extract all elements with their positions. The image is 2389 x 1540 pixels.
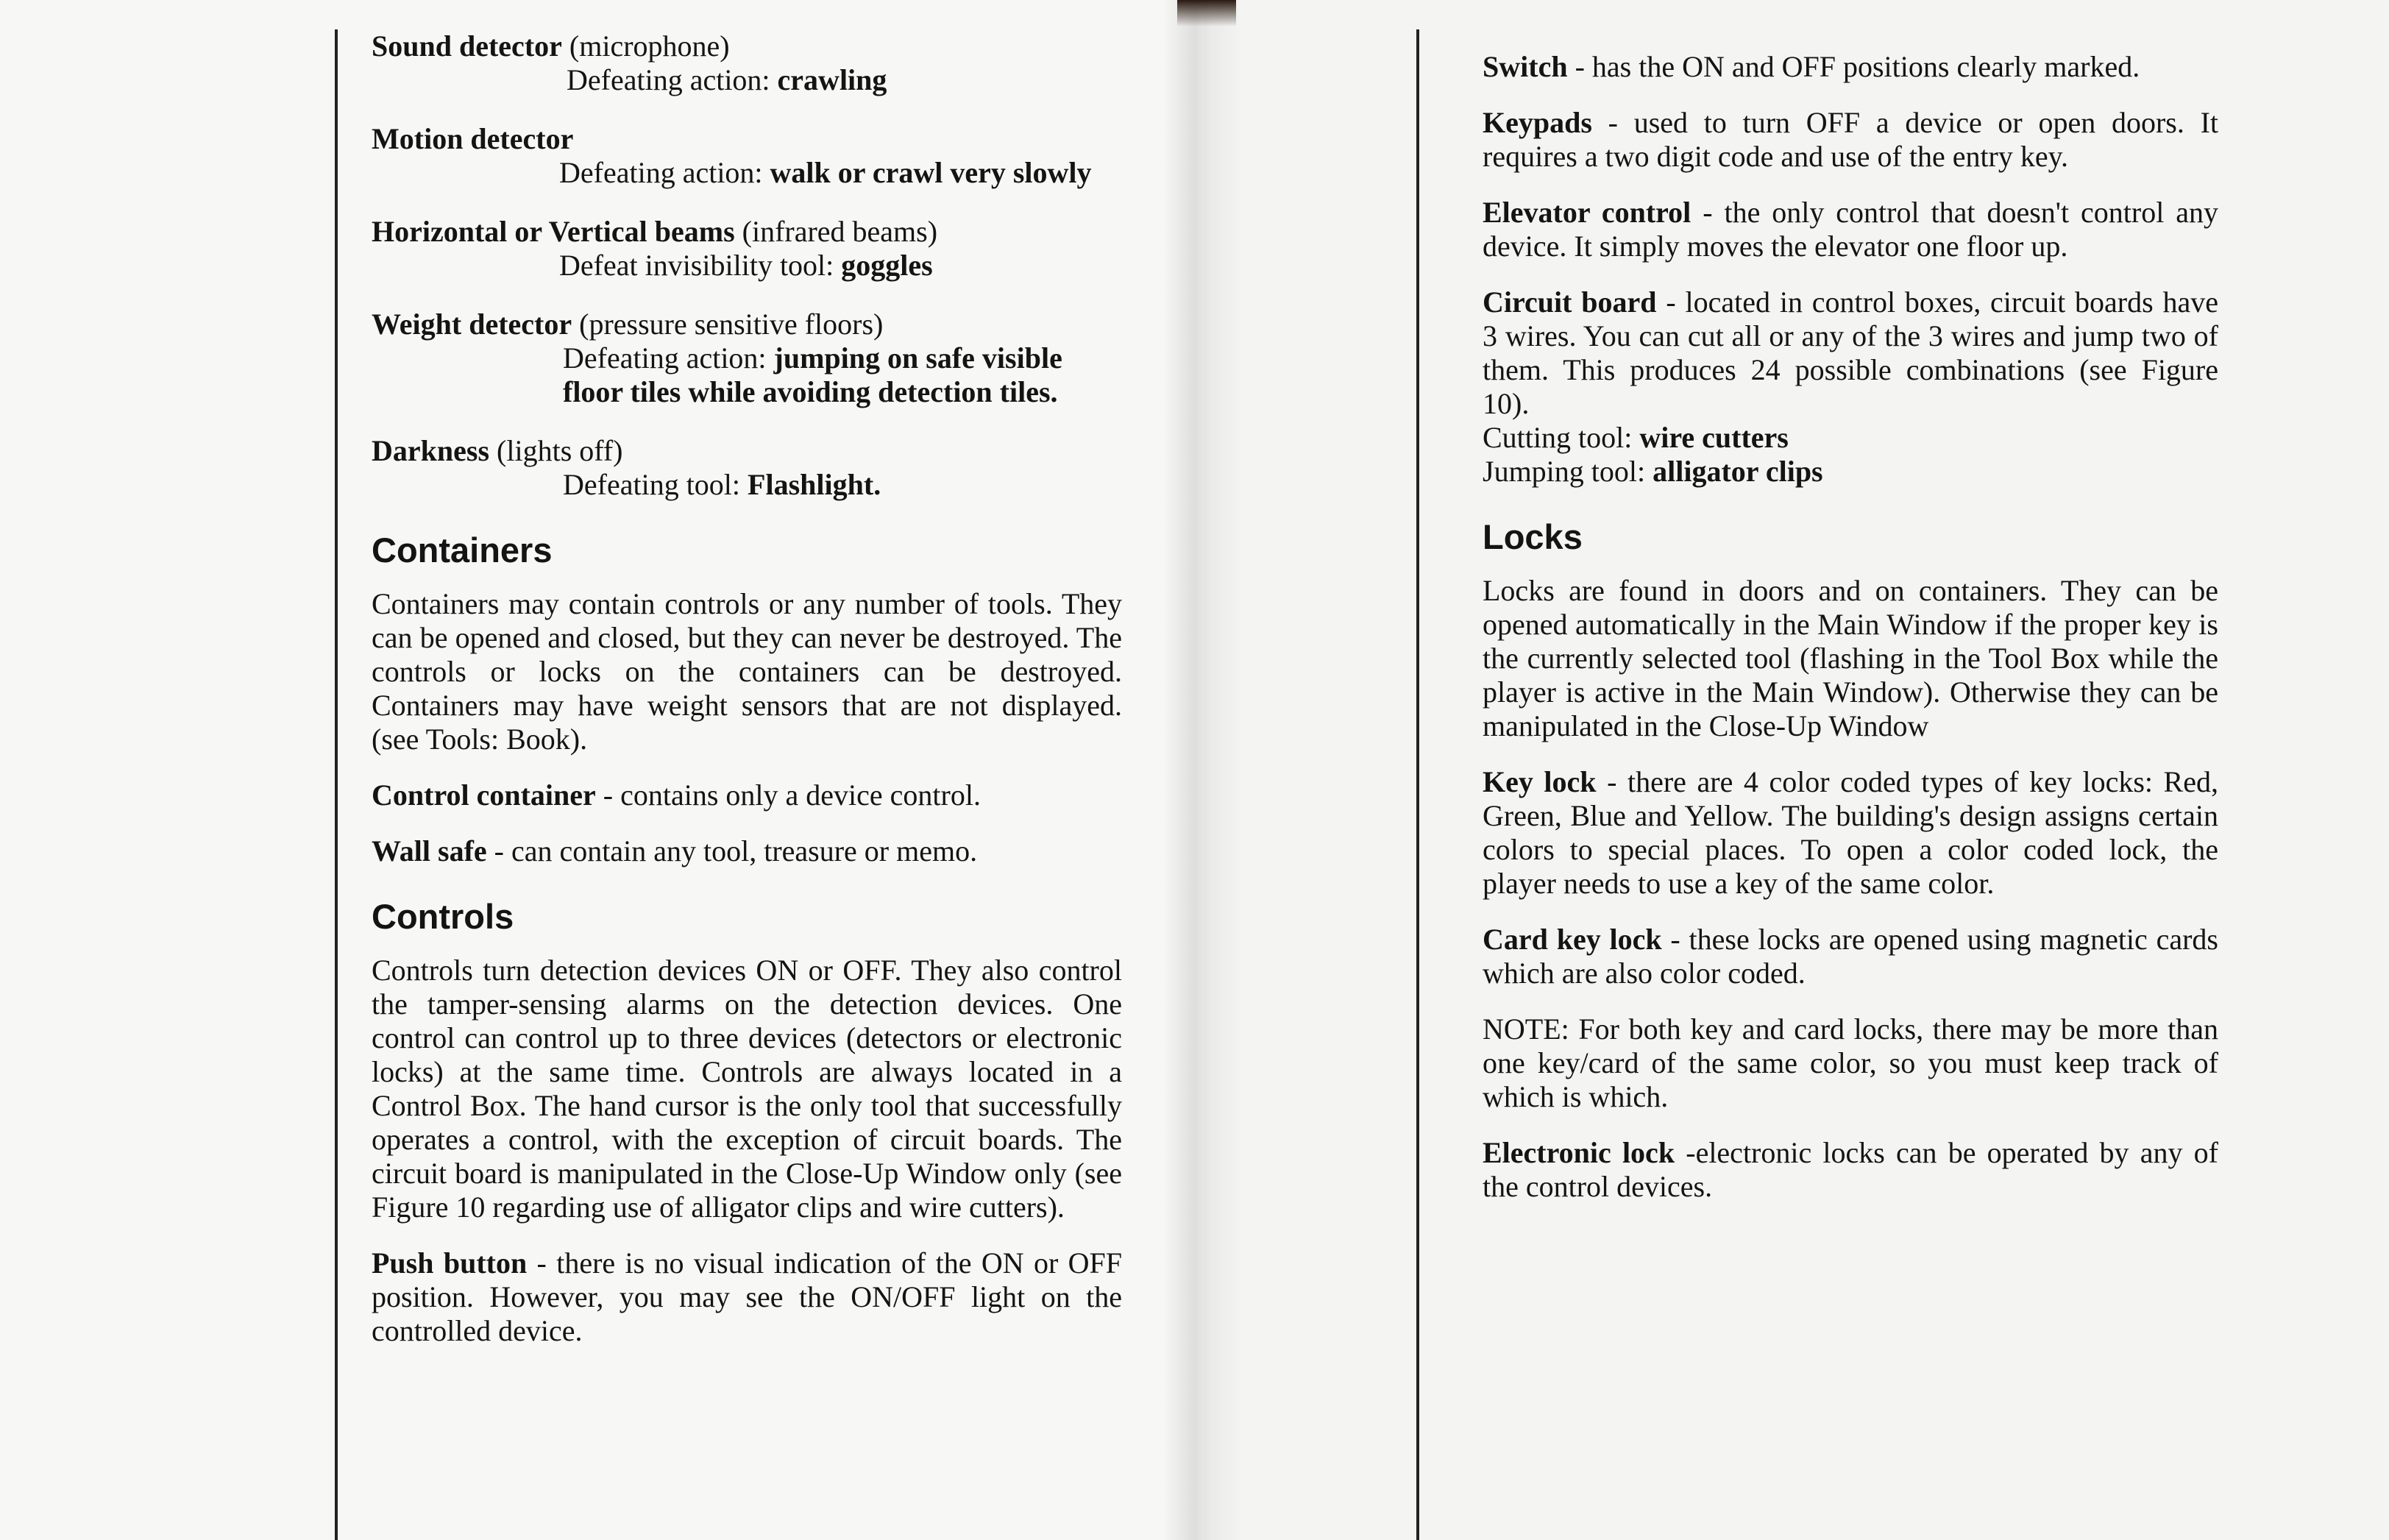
- containers-paragraph: Containers may contain controls or any number of tools. They can be opened and closed, but they can never be destroyed. The controls or locks on the containers can be destroyed. Containers may have weight sensors that are not displayed. (see Tools: Book).: [372, 587, 1122, 756]
- text: - there is no visual indication of the ON or OFF position. However, you may see the ON/OFF light on the controlled device.: [372, 1246, 1123, 1347]
- term: Switch: [1483, 50, 1568, 83]
- containers-heading: Containers: [372, 531, 553, 569]
- jump-label: Jumping tool:: [1483, 455, 1653, 488]
- action: walk or crawl very slowly: [770, 156, 1092, 189]
- note-paragraph: NOTE: For both key and card locks, there may be more than one key/card of the same color, so you must keep track of which is which.: [1483, 1012, 2218, 1113]
- term: Weight detector: [372, 308, 572, 341]
- keypads-entry: [1483, 106, 2218, 174]
- term: Keypads: [1483, 106, 1592, 139]
- text: - there are 4 color coded types of key locks: Red, Green, Blue and Yellow. The building's design assigns certain colors to special places. To open a color coded lock, the player needs to use a key of the same color.: [1483, 765, 2218, 900]
- beams-entry: [372, 215, 1122, 283]
- term: Sound detector: [372, 29, 562, 63]
- control-container-entry: [372, 778, 1122, 812]
- text: -electronic locks can be operated by any of the control devices.: [1483, 1136, 2218, 1203]
- cut-label: Cutting tool:: [1483, 421, 1640, 454]
- action-label: Defeating tool:: [563, 468, 748, 501]
- darkness-entry: [372, 434, 1122, 502]
- action-label: Defeating action:: [567, 63, 778, 96]
- action-label: Defeat invisibility tool:: [559, 249, 842, 282]
- right-margin-rule: [1416, 29, 1419, 1540]
- term: Darkness: [372, 434, 490, 467]
- right-column: [1483, 50, 2218, 1204]
- term: Motion detector: [372, 122, 574, 155]
- left-column: [372, 29, 1122, 1348]
- desc: (microphone): [561, 29, 730, 63]
- text: - the only control that doesn't control any device. It simply moves the elevator one floor up.: [1483, 196, 2218, 263]
- term: Electronic lock: [1483, 1136, 1675, 1169]
- locks-paragraph: Locks are found in doors and on containers. They can be opened automatically in the Main Window if the proper key is the currently selected tool (flashing in the Tool Box while the player is active in the Main Window). Otherwise they can be manipulated in the Close-Up Window: [1483, 574, 2218, 742]
- jump-tool: alligator clips: [1653, 455, 1823, 488]
- term: Horizontal or Vertical beams: [372, 215, 735, 248]
- term: Circuit board: [1483, 285, 1657, 319]
- action: Flashlight.: [748, 468, 881, 501]
- action-label: Defeating action:: [563, 341, 774, 375]
- key-lock-entry: [1483, 765, 2218, 901]
- controls-paragraph: Controls turn detection devices ON or OFF. They also control the tamper-sensing alarms on the detection devices. One control can control up to three devices (detectors or electronic locks) at the same time. Controls are always located in a Control Box. The hand cursor is the only tool that successfully operates a control, with the exception of circuit boards. The circuit board is manipulated in the Close-Up Window only (see Figure 10 regarding use of alligator clips and wire cutters).: [372, 954, 1122, 1224]
- desc: (pressure sensitive floors): [572, 308, 884, 341]
- text: - has the ON and OFF positions clearly marked.: [1567, 50, 2140, 83]
- term: Elevator control: [1483, 196, 1692, 229]
- action-line-1: jumping on safe visible: [773, 341, 1062, 375]
- sound-detector-entry: [372, 29, 1122, 97]
- action-label: Defeating action:: [559, 156, 770, 189]
- locks-heading: Locks: [1483, 517, 1583, 556]
- text: - can contain any tool, treasure or memo.: [486, 834, 978, 867]
- action: goggles: [841, 249, 933, 282]
- cut-tool: wire cutters: [1639, 421, 1789, 454]
- text: - used to turn OFF a device or open doors. It requires a two digit code and use of the entry key.: [1483, 106, 2218, 173]
- term: Wall safe: [372, 834, 487, 867]
- term: Key lock: [1483, 765, 1597, 798]
- wall-safe-entry: [372, 834, 1122, 868]
- controls-heading: Controls: [372, 897, 514, 936]
- electronic-lock-entry: [1483, 1136, 2218, 1204]
- weight-detector-entry: [372, 308, 1122, 409]
- action: crawling: [777, 63, 887, 96]
- action-line-2: floor tiles while avoiding detection tiles.: [563, 375, 1058, 408]
- desc: (infrared beams): [734, 215, 938, 248]
- left-margin-rule: [335, 29, 338, 1540]
- desc: (lights off): [489, 434, 623, 467]
- switch-entry: [1483, 50, 2218, 84]
- text: - these locks are opened using magnetic cards which are also color coded.: [1483, 923, 2218, 990]
- term: Card key lock: [1483, 923, 1662, 956]
- circuit-board-entry: [1483, 285, 2218, 489]
- text: - located in control boxes, circuit boards have 3 wires. You can cut all or any of the 3 wires and jump two of them. This produces 24 possible combinations (see Figure 10).: [1483, 285, 2219, 420]
- card-key-lock-entry: [1483, 923, 2218, 990]
- push-button-entry: [372, 1246, 1122, 1348]
- term: Push button: [372, 1246, 528, 1280]
- elevator-control-entry: [1483, 196, 2218, 263]
- text: - contains only a device control.: [595, 778, 981, 812]
- motion-detector-entry: [372, 122, 1122, 190]
- term: Control container: [372, 778, 596, 812]
